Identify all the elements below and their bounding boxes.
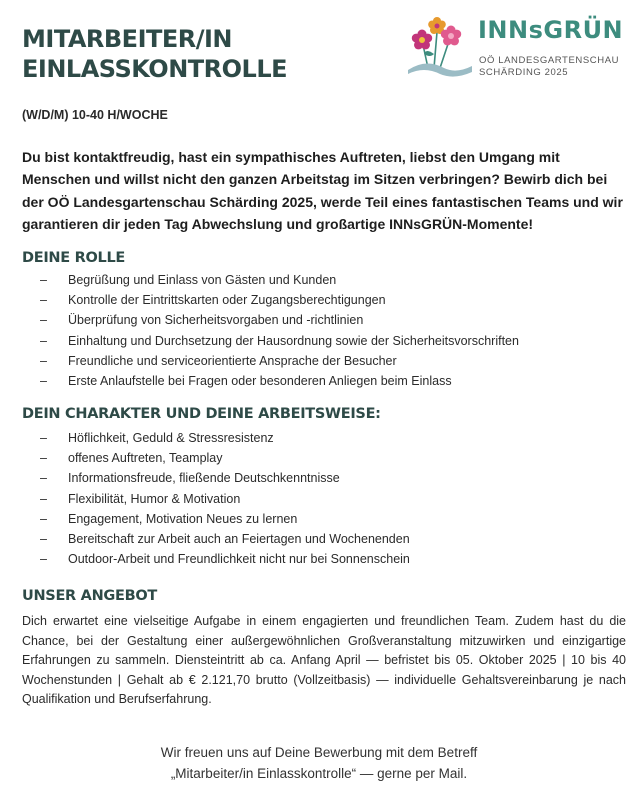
list-item [40,270,519,290]
logo-sub-line-2: SCHÄRDING 2025 [479,67,569,78]
dash-bullet: – [40,333,47,348]
dash-bullet: – [40,451,47,466]
logo [404,10,636,82]
flower-logo-icon [404,10,476,82]
list-item [40,489,410,509]
dash-bullet: – [40,491,47,506]
dash-bullet: – [40,293,47,308]
offer-paragraph: Dich erwartet eine vielseitige Aufgabe in einem engagierten und freundlichen Team. Zudem hast du die Chance, bei der Gestaltung einer außergewöhnlichen Großveranstaltung mitzuwirken und einzigartige Erfahrungen zu sammeln. Diensteintritt ab ca. Anfang April — befristet bis 05. Oktober 2025 | 10 bis 40 Wochenstunden | Gehalt ab € 2.121,70 brutto (Vollzeitbasis) — individuelle Gehaltsvereinbarung je nach Qualifikation und Berufserfahrung. [22,614,626,707]
title-line-1: MITARBEITER/IN [22,25,233,53]
list-item-text: Höflichkeit, Geduld & Stressresistenz [68,431,274,445]
dash-bullet: – [40,511,47,526]
list-item-text: Flexibilität, Humor & Motivation [68,491,241,506]
dash-bullet: – [40,552,47,567]
list-item-text: offenes Auftreten, Teamplay [68,451,223,466]
list-item [40,428,410,448]
list-item-text: Überprüfung von Sicherheitsvorgaben und -richtlinien [68,313,364,328]
list-item [40,331,519,351]
list-item [40,509,410,529]
job-hours-subtitle: (W/D/M) 10-40 H/WOCHE [22,108,168,122]
list-item [40,468,410,488]
list-item [40,529,410,549]
page-title [22,24,287,84]
character-list [40,428,410,569]
dash-bullet: – [40,374,47,389]
list-item-text: Engagement, Motivation Neues zu lernen [68,511,298,526]
offer-heading: UNSER ANGEBOT [22,588,158,604]
closing-line-2: „Mitarbeiter/in Einlasskontrolle“ — gerne per Mail. [170,766,468,781]
logo-sub-line-1: OÖ LANDESGARTENSCHAU [479,55,620,66]
title-line-2: EINLASSKONTROLLE [22,55,288,83]
logo-subtitle [479,55,619,79]
dash-bullet: – [40,273,47,287]
list-item-text: Erste Anlaufstelle bei Fragen oder besonderen Anliegen beim Einlass [68,374,452,389]
character-heading: DEIN CHARAKTER UND DEINE ARBEITSWEISE: [22,406,381,422]
role-list [40,270,519,391]
list-item [40,290,519,310]
list-item-text: Freundliche und serviceorientierte Ansprache der Besucher [68,353,397,368]
closing-note [0,742,638,784]
list-item-text: Informationsfreude, fließende Deutschkenntnisse [68,471,340,486]
intro-paragraph: Du bist kontaktfreudig, hast ein sympathisches Auftreten, liebst den Umgang mit Menschen und willst nicht den ganzen Arbeitstag im Sitzen verbringen? Bewirb dich bei der OÖ Landesgartenschau Schärding 2025, werde Teil eines fantastischen Teams und wir garantieren dir jeden Tag Abwechslung und großartige INNsGRÜN-Momente! [22,149,623,233]
closing-line-1: Wir freuen uns auf Deine Bewerbung mit dem Betreff [160,745,478,760]
list-item-text: Kontrolle der Eintrittskarten oder Zugangsberechtigungen [68,293,386,308]
list-item-text: Einhaltung und Durchsetzung der Hausordnung sowie der Sicherheitsvorschriften [68,333,519,348]
list-item [40,448,410,468]
list-item [40,371,519,391]
dash-bullet: – [40,431,47,445]
dash-bullet: – [40,471,47,486]
dash-bullet: – [40,353,47,368]
list-item-text: Begrüßung und Einlass von Gästen und Kunden [68,273,337,287]
dash-bullet: – [40,532,47,547]
list-item [40,351,519,371]
list-item-text: Bereitschaft zur Arbeit auch an Feiertagen und Wochenenden [68,532,410,547]
role-heading: DEINE ROLLE [22,250,126,266]
dash-bullet: – [40,313,47,328]
list-item [40,310,519,330]
list-item-text: Outdoor-Arbeit und Freundlichkeit nicht nur bei Sonnenschein [68,552,410,567]
logo-name: INNsGRÜN [478,16,624,44]
list-item [40,549,410,569]
